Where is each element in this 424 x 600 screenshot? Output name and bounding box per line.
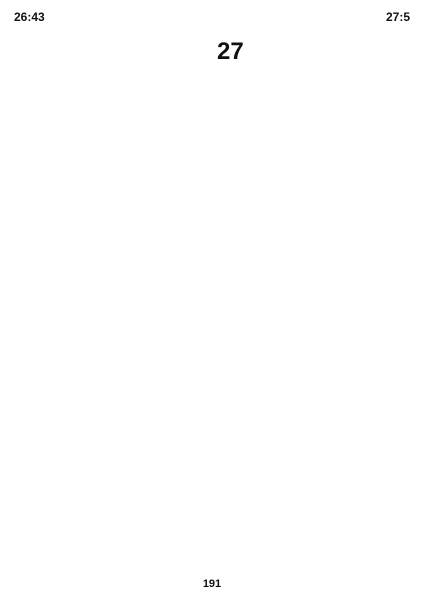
- right-column: [217, 36, 410, 570]
- page-header: [14, 10, 410, 32]
- left-column: [14, 36, 207, 570]
- text-columns: [14, 36, 410, 570]
- header-right-reference: 27:5: [385, 10, 410, 24]
- header-left-reference: 26:43: [14, 10, 45, 24]
- chapter-number: 27: [217, 38, 244, 65]
- chapter-opening: [217, 40, 410, 64]
- page-number: 191: [202, 578, 222, 590]
